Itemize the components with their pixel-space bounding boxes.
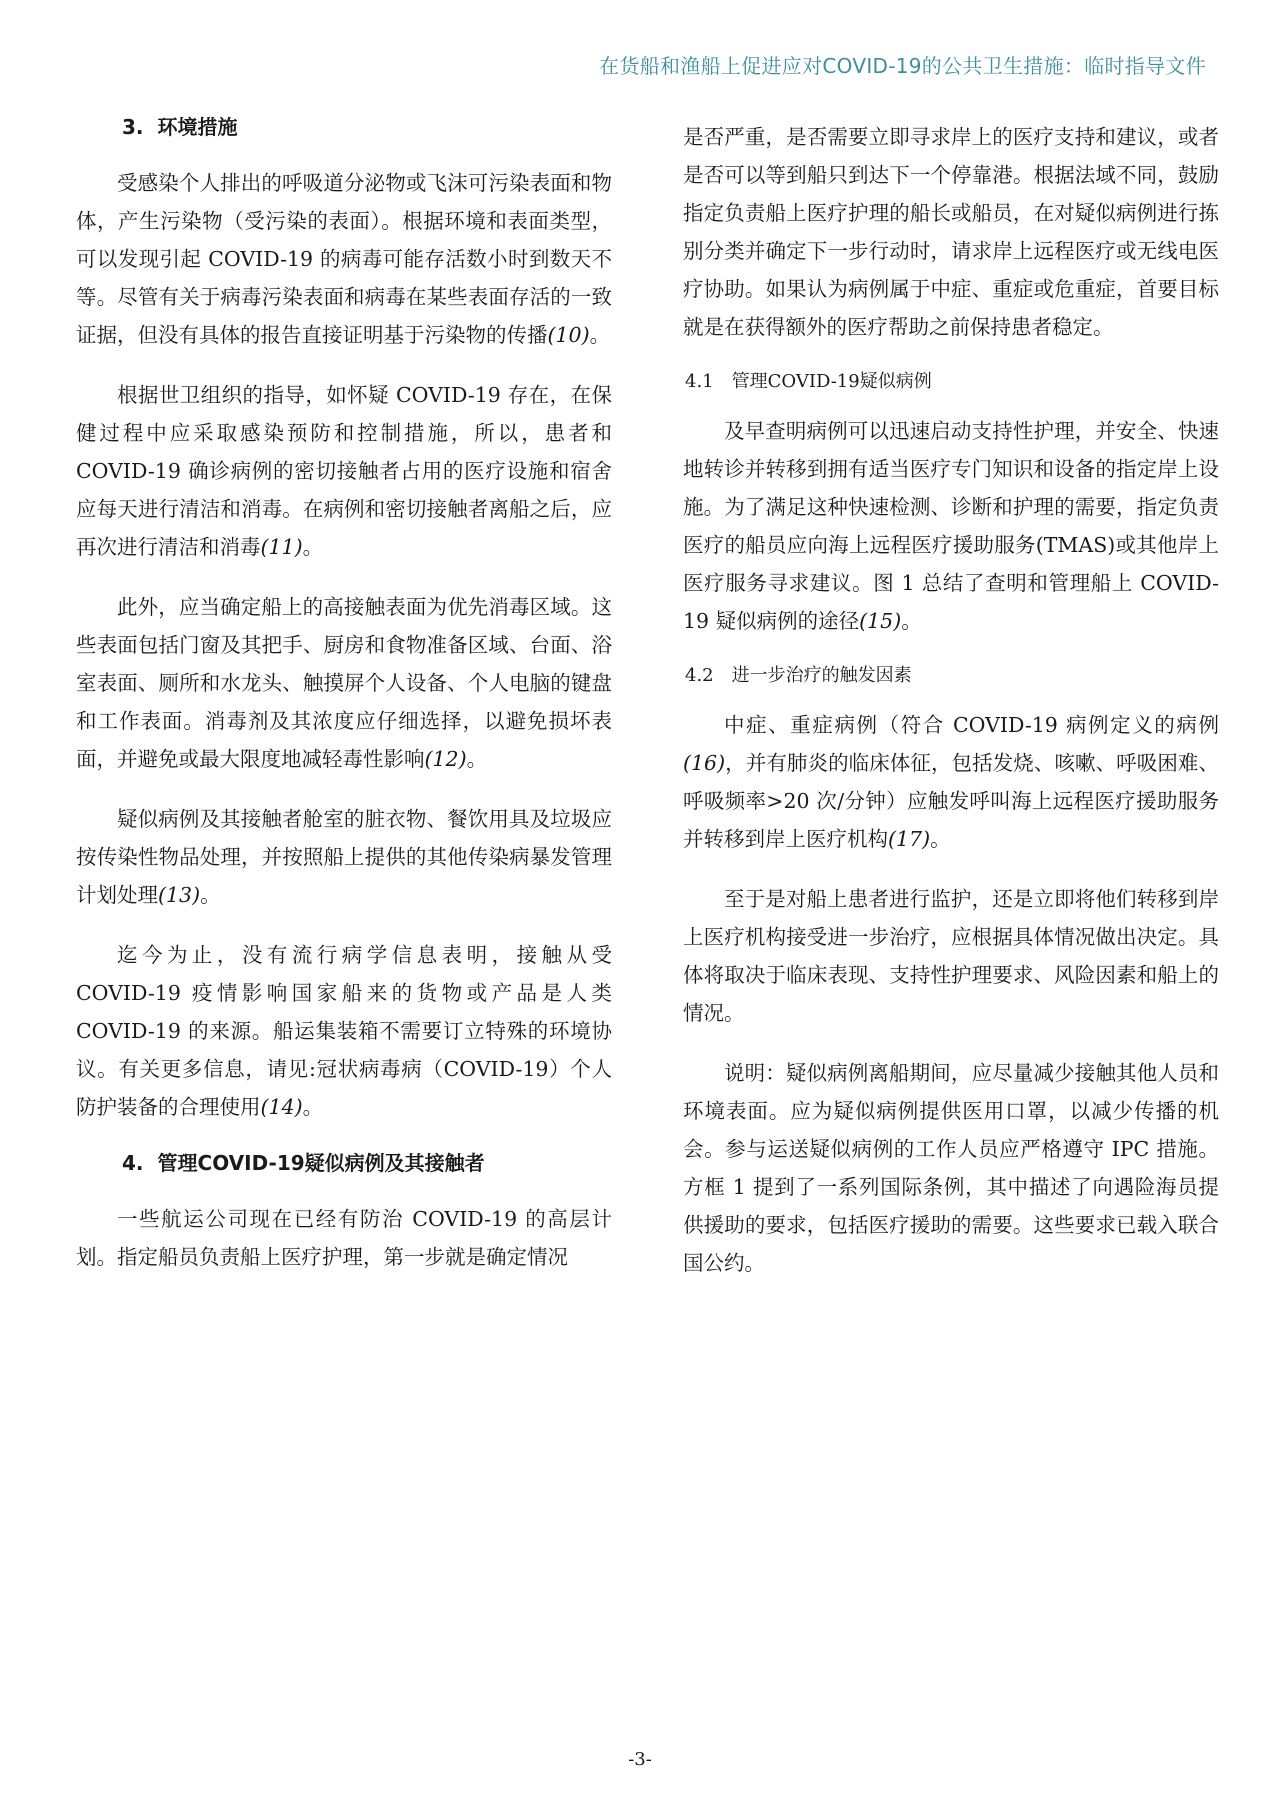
section-number: 3. bbox=[122, 115, 144, 139]
subsection-4-1-heading bbox=[683, 368, 1219, 396]
section-title-text: 环境措施 bbox=[157, 115, 238, 139]
paragraph: 根据世卫组织的指导，如怀疑 COVID-19 存在，在保健过程中应采取感染预防和控制措施，所以，患者和 COVID-19 确诊病例的密切接触者占用的医疗设施和宿舍应每天进行清洁和消毒。在病例和密切接触者离船之后，应再次进行清洁和消毒(11)。 bbox=[76, 383, 612, 559]
section-4-heading bbox=[76, 1148, 612, 1178]
reference: (10) bbox=[547, 323, 590, 347]
paragraph: 受感染个人排出的呼吸道分泌物或飞沫可污染表面和物体，产生污染物（受污染的表面）。根据环境和表面类型，可以发现引起 COVID-19 的病毒可能存活数小时到数天不等。尽管有关于病毒污染表面和病毒在某些表面存活的一致证据，但没有具体的报告直接证明基于污染物的传播(10)。 bbox=[76, 171, 612, 347]
paragraph: 此外，应当确定船上的高接触表面为优先消毒区域。这些表面包括门窗及其把手、厨房和食物准备区域、台面、浴室表面、厕所和水龙头、触摸屏个人设备、个人电脑的键盘和工作表面。消毒剂及其浓度应仔细选择，以避免损坏表面，并避免或最大限度地减轻毒性影响(12)。 bbox=[76, 595, 612, 771]
section-number: 4. bbox=[122, 1151, 144, 1175]
reference: (12) bbox=[424, 747, 467, 771]
paragraph: 至于是对船上患者进行监护，还是立即将他们转移到岸上医疗机构接受进一步治疗，应根据具体情况做出决定。具体将取决于临床表现、支持性护理要求、风险因素和船上的情况。 bbox=[683, 887, 1219, 1025]
right-column bbox=[683, 118, 1219, 1304]
subsection-title-text: 管理COVID-19疑似病例 bbox=[731, 371, 932, 392]
paragraph: 迄今为止，没有流行病学信息表明，接触从受 COVID-19 疫情影响国家船来的货物或产品是人类 COVID-19 的来源。船运集装箱不需要订立特殊的环境协议。有关更多信息，请见:冠状病毒病（COVID-19）个人防护装备的合理使用(14)。 bbox=[76, 943, 612, 1119]
reference: (11) bbox=[260, 535, 303, 559]
reference: (16) bbox=[683, 751, 726, 775]
document-header: 在货船和渔船上促进应对COVID-19的公共卫生措施：临时指导文件 bbox=[599, 54, 1206, 78]
section-3-heading bbox=[76, 112, 612, 142]
paragraph: 是否严重，是否需要立即寻求岸上的医疗支持和建议，或者是否可以等到船只到达下一个停靠港。根据法域不同，鼓励指定负责船上医疗护理的船长或船员，在对疑似病例进行拣别分类并确定下一步行动时，请求岸上远程医疗或无线电医疗协助。如果认为病例属于中症、重症或危重症，首要目标就是在获得额外的医疗帮助之前保持患者稳定。 bbox=[683, 125, 1219, 339]
reference: (13) bbox=[158, 883, 201, 907]
section-title-text: 管理COVID-19疑似病例及其接触者 bbox=[157, 1151, 485, 1175]
subsection-title-text: 进一步治疗的触发因素 bbox=[731, 665, 912, 686]
paragraph: 及早查明病例可以迅速启动支持性护理，并安全、快速地转诊并转移到拥有适当医疗专门知识和设备的指定岸上设施。为了满足这种快速检测、诊断和护理的需要，指定负责医疗的船员应向海上远程医疗援助服务(TMAS)或其他岸上医疗服务寻求建议。图 1 总结了查明和管理船上 COVID-19 疑似病例的途径(15)。 bbox=[683, 419, 1219, 633]
reference: (15) bbox=[859, 609, 902, 633]
left-column bbox=[76, 112, 612, 1298]
paragraph: 一些航运公司现在已经有防治 COVID-19 的高层计划。指定船员负责船上医疗护理，第一步就是确定情况 bbox=[76, 1207, 612, 1269]
page-number: -3- bbox=[628, 1749, 652, 1770]
reference: (17) bbox=[888, 827, 931, 851]
reference: (14) bbox=[260, 1095, 303, 1119]
subsection-number: 4.1 bbox=[685, 371, 714, 392]
paragraph: 中症、重症病例（符合 COVID-19 病例定义的病例(16)，并有肺炎的临床体征，包括发烧、咳嗽、呼吸困难、呼吸频率>20 次/分钟）应触发呼叫海上远程医疗援助服务并转移到岸上医疗机构(17)。 bbox=[683, 713, 1219, 851]
paragraph: 说明：疑似病例离船期间，应尽量减少接触其他人员和环境表面。应为疑似病例提供医用口罩，以减少传播的机会。参与运送疑似病例的工作人员应严格遵守 IPC 措施。方框 1 提到了一系列国际条例，其中描述了向遇险海员提供援助的要求，包括医疗援助的需要。这些要求已载入联合国公约。 bbox=[683, 1061, 1219, 1275]
subsection-4-2-heading bbox=[683, 662, 1219, 690]
paragraph: 疑似病例及其接触者舱室的脏衣物、餐饮用具及垃圾应按传染性物品处理，并按照船上提供的其他传染病暴发管理计划处理(13)。 bbox=[76, 807, 612, 907]
subsection-number: 4.2 bbox=[685, 665, 714, 686]
